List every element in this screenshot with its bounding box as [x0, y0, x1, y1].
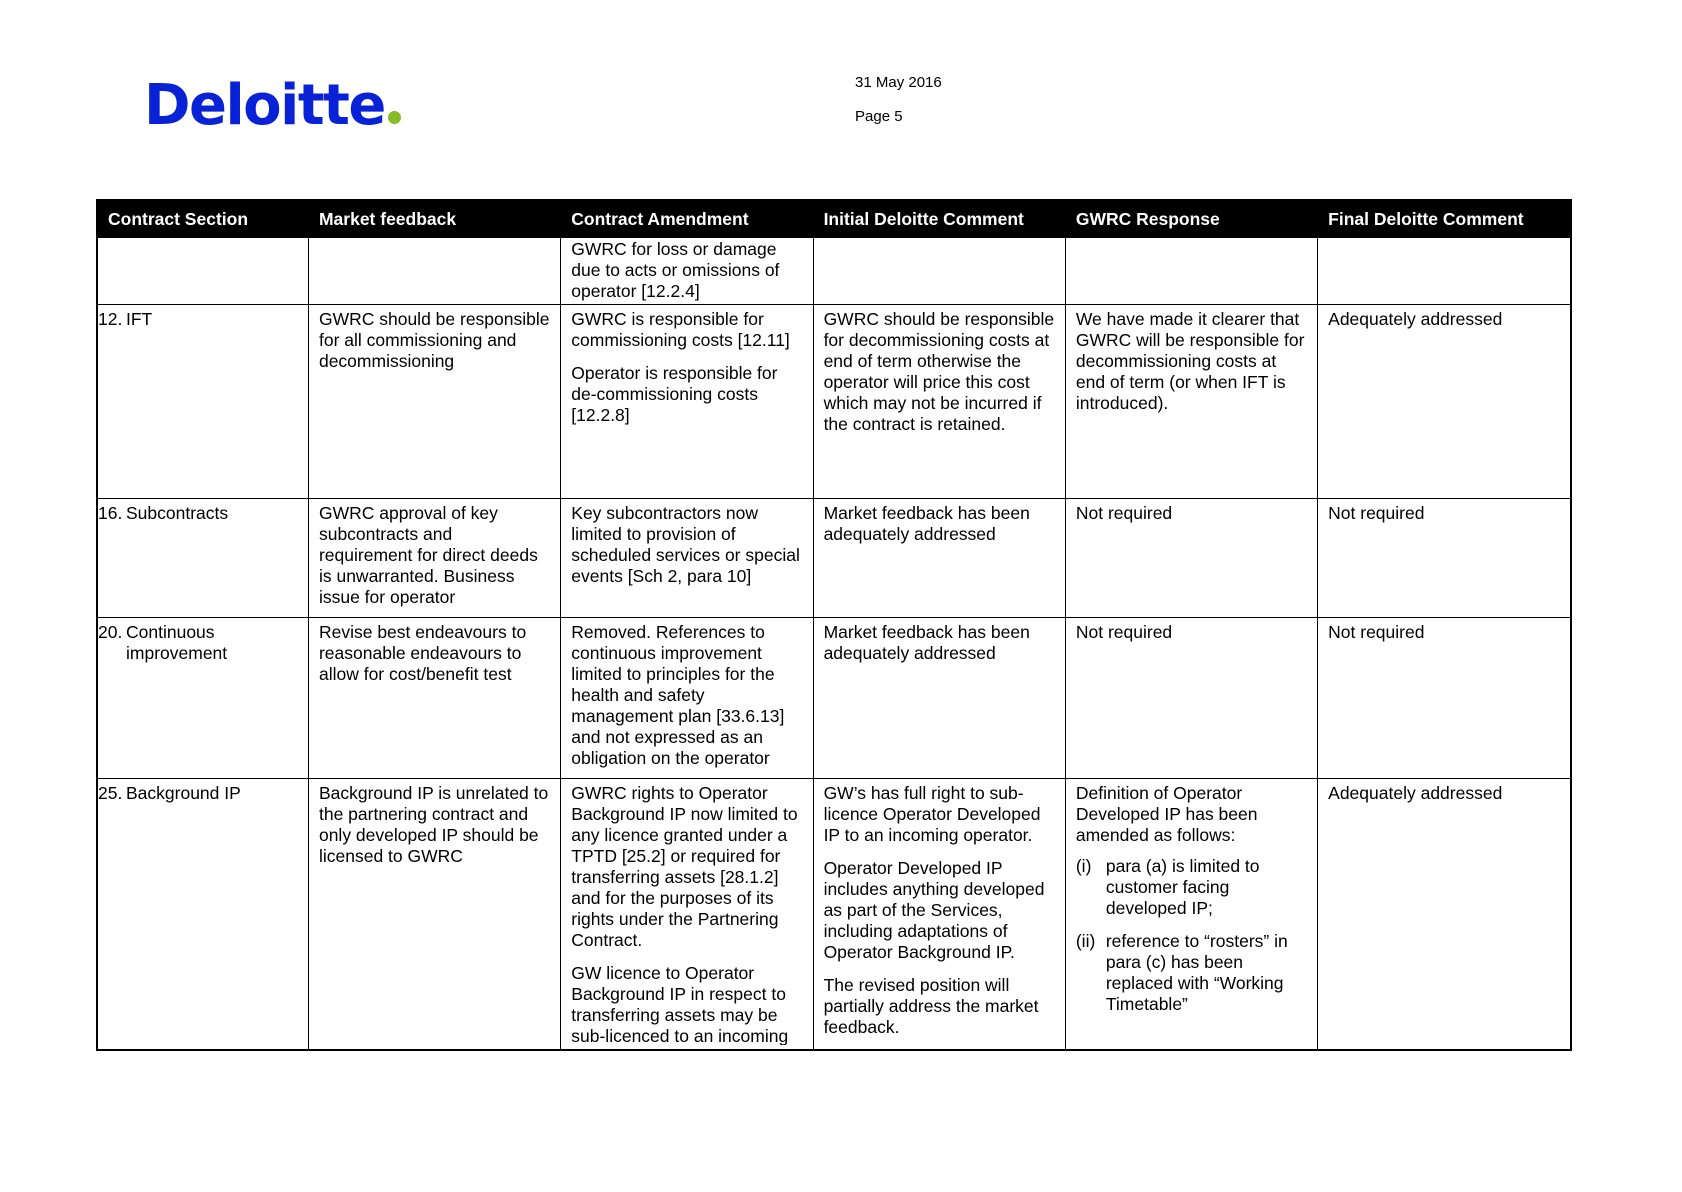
table-row [97, 305, 1571, 498]
cell-section [97, 778, 308, 1050]
initial-paragraph: Operator Developed IP includes anything developed as part of the Services, including adaptations of Operator Background IP. [823, 857, 1045, 962]
list-text: para (a) is limited to customer facing developed IP; [1105, 855, 1260, 918]
logo-text: Deloitte [144, 73, 385, 138]
response-intro: Definition of Operator Developed IP has been amended as follows: [1075, 782, 1258, 845]
table-row [97, 617, 1571, 778]
cell-response [1065, 238, 1317, 305]
cell-amendment: Key subcontractors now limited to provision of scheduled services or special events [Sch 2, para 10] [561, 498, 813, 617]
cell-final: Not required [1318, 498, 1571, 617]
cell-amendment [561, 778, 813, 1050]
section-title: Subcontracts [126, 502, 229, 523]
table-row [97, 498, 1571, 617]
cell-section [97, 238, 308, 305]
col-header-gwrc-response: GWRC Response [1065, 200, 1317, 238]
amendment-paragraph: GWRC is responsible for commissioning costs [12.11] [571, 309, 790, 351]
cell-response: Not required [1065, 617, 1317, 778]
cell-response [1065, 778, 1317, 1050]
comment-table [96, 199, 1572, 1051]
list-text: reference to “rosters” in para (c) has been replaced with “Working Timetable” [1105, 930, 1288, 1014]
page-number: Page 5 [855, 108, 903, 125]
amendment-paragraph: Operator is responsible for de-commissioning costs [12.2.8] [571, 363, 778, 426]
cell-amendment: Removed. References to continuous improvement limited to principles for the health and safety management plan [33.6.13] and not expressed as an obligation on the operator [561, 617, 813, 778]
list-marker: (i) [1075, 855, 1092, 876]
cell-final [1318, 238, 1571, 305]
section-title: IFT [126, 309, 153, 330]
cell-feedback: GWRC approval of key subcontracts and requirement for direct deeds is unwarranted. Business issue for operator [308, 498, 560, 617]
cell-feedback: Background IP is unrelated to the partnering contract and only developed IP should be licensed to GWRC [308, 778, 560, 1050]
section-number: 20. [98, 621, 123, 642]
table-row [97, 238, 1571, 305]
col-header-contract-amendment: Contract Amendment [561, 200, 813, 238]
cell-section [97, 617, 308, 778]
table-header-row [97, 200, 1571, 238]
section-number: 12. [98, 309, 123, 330]
cell-response: We have made it clearer that GWRC will be responsible for decommissioning costs at end of term (or when IFT is introduced). [1065, 305, 1317, 498]
initial-paragraph: GW’s has full right to sub-licence Operator Developed IP to an incoming operator. [823, 782, 1041, 845]
col-header-market-feedback: Market feedback [308, 200, 560, 238]
cell-feedback [308, 238, 560, 305]
cell-amendment [561, 305, 813, 498]
cell-initial [813, 238, 1065, 305]
col-header-final-comment: Final Deloitte Comment [1318, 200, 1571, 238]
section-number: 16. [98, 502, 123, 523]
cell-section [97, 305, 308, 498]
cell-feedback: Revise best endeavours to reasonable endeavours to allow for cost/benefit test [308, 617, 560, 778]
cell-final: Not required [1318, 617, 1571, 778]
cell-amendment: GWRC for loss or damage due to acts or omissions of operator [12.2.4] [561, 238, 813, 305]
logo-dot-icon [388, 111, 401, 124]
col-header-initial-comment: Initial Deloitte Comment [813, 200, 1065, 238]
cell-initial: Market feedback has been adequately addressed [813, 617, 1065, 778]
list-item [1076, 931, 1307, 1015]
document-date: 31 May 2016 [855, 74, 942, 91]
initial-paragraph: The revised position will partially address the market feedback. [823, 974, 1039, 1037]
list-item [1076, 856, 1307, 919]
cell-initial [813, 778, 1065, 1050]
list-marker: (ii) [1075, 930, 1096, 951]
deloitte-logo [144, 73, 401, 138]
section-title: Continuous improvement [126, 621, 228, 663]
cell-initial: GWRC should be responsible for decommissioning costs at end of term otherwise the operator will price this cost which may not be incurred if the contract is retained. [813, 305, 1065, 498]
amendment-paragraph: GWRC rights to Operator Background IP now limited to any licence granted under a TPTD [25.2] or required for transferring assets [28.1.2] and for the purposes of its rights under the Partnering Contract. [571, 782, 798, 950]
amendment-paragraph: GW licence to Operator Background IP in respect to transferring assets may be sub-licenced to an incoming [571, 962, 789, 1045]
col-header-contract-section: Contract Section [97, 200, 308, 238]
cell-section [97, 498, 308, 617]
section-title: Background IP [126, 782, 241, 803]
cell-final: Adequately addressed [1318, 305, 1571, 498]
cell-initial: Market feedback has been adequately addressed [813, 498, 1065, 617]
cell-final: Adequately addressed [1318, 778, 1571, 1050]
section-number: 25. [98, 782, 123, 803]
cell-feedback: GWRC should be responsible for all commissioning and decommissioning [308, 305, 560, 498]
amendment-clip [571, 783, 802, 1045]
table-row [97, 778, 1571, 1050]
cell-response: Not required [1065, 498, 1317, 617]
